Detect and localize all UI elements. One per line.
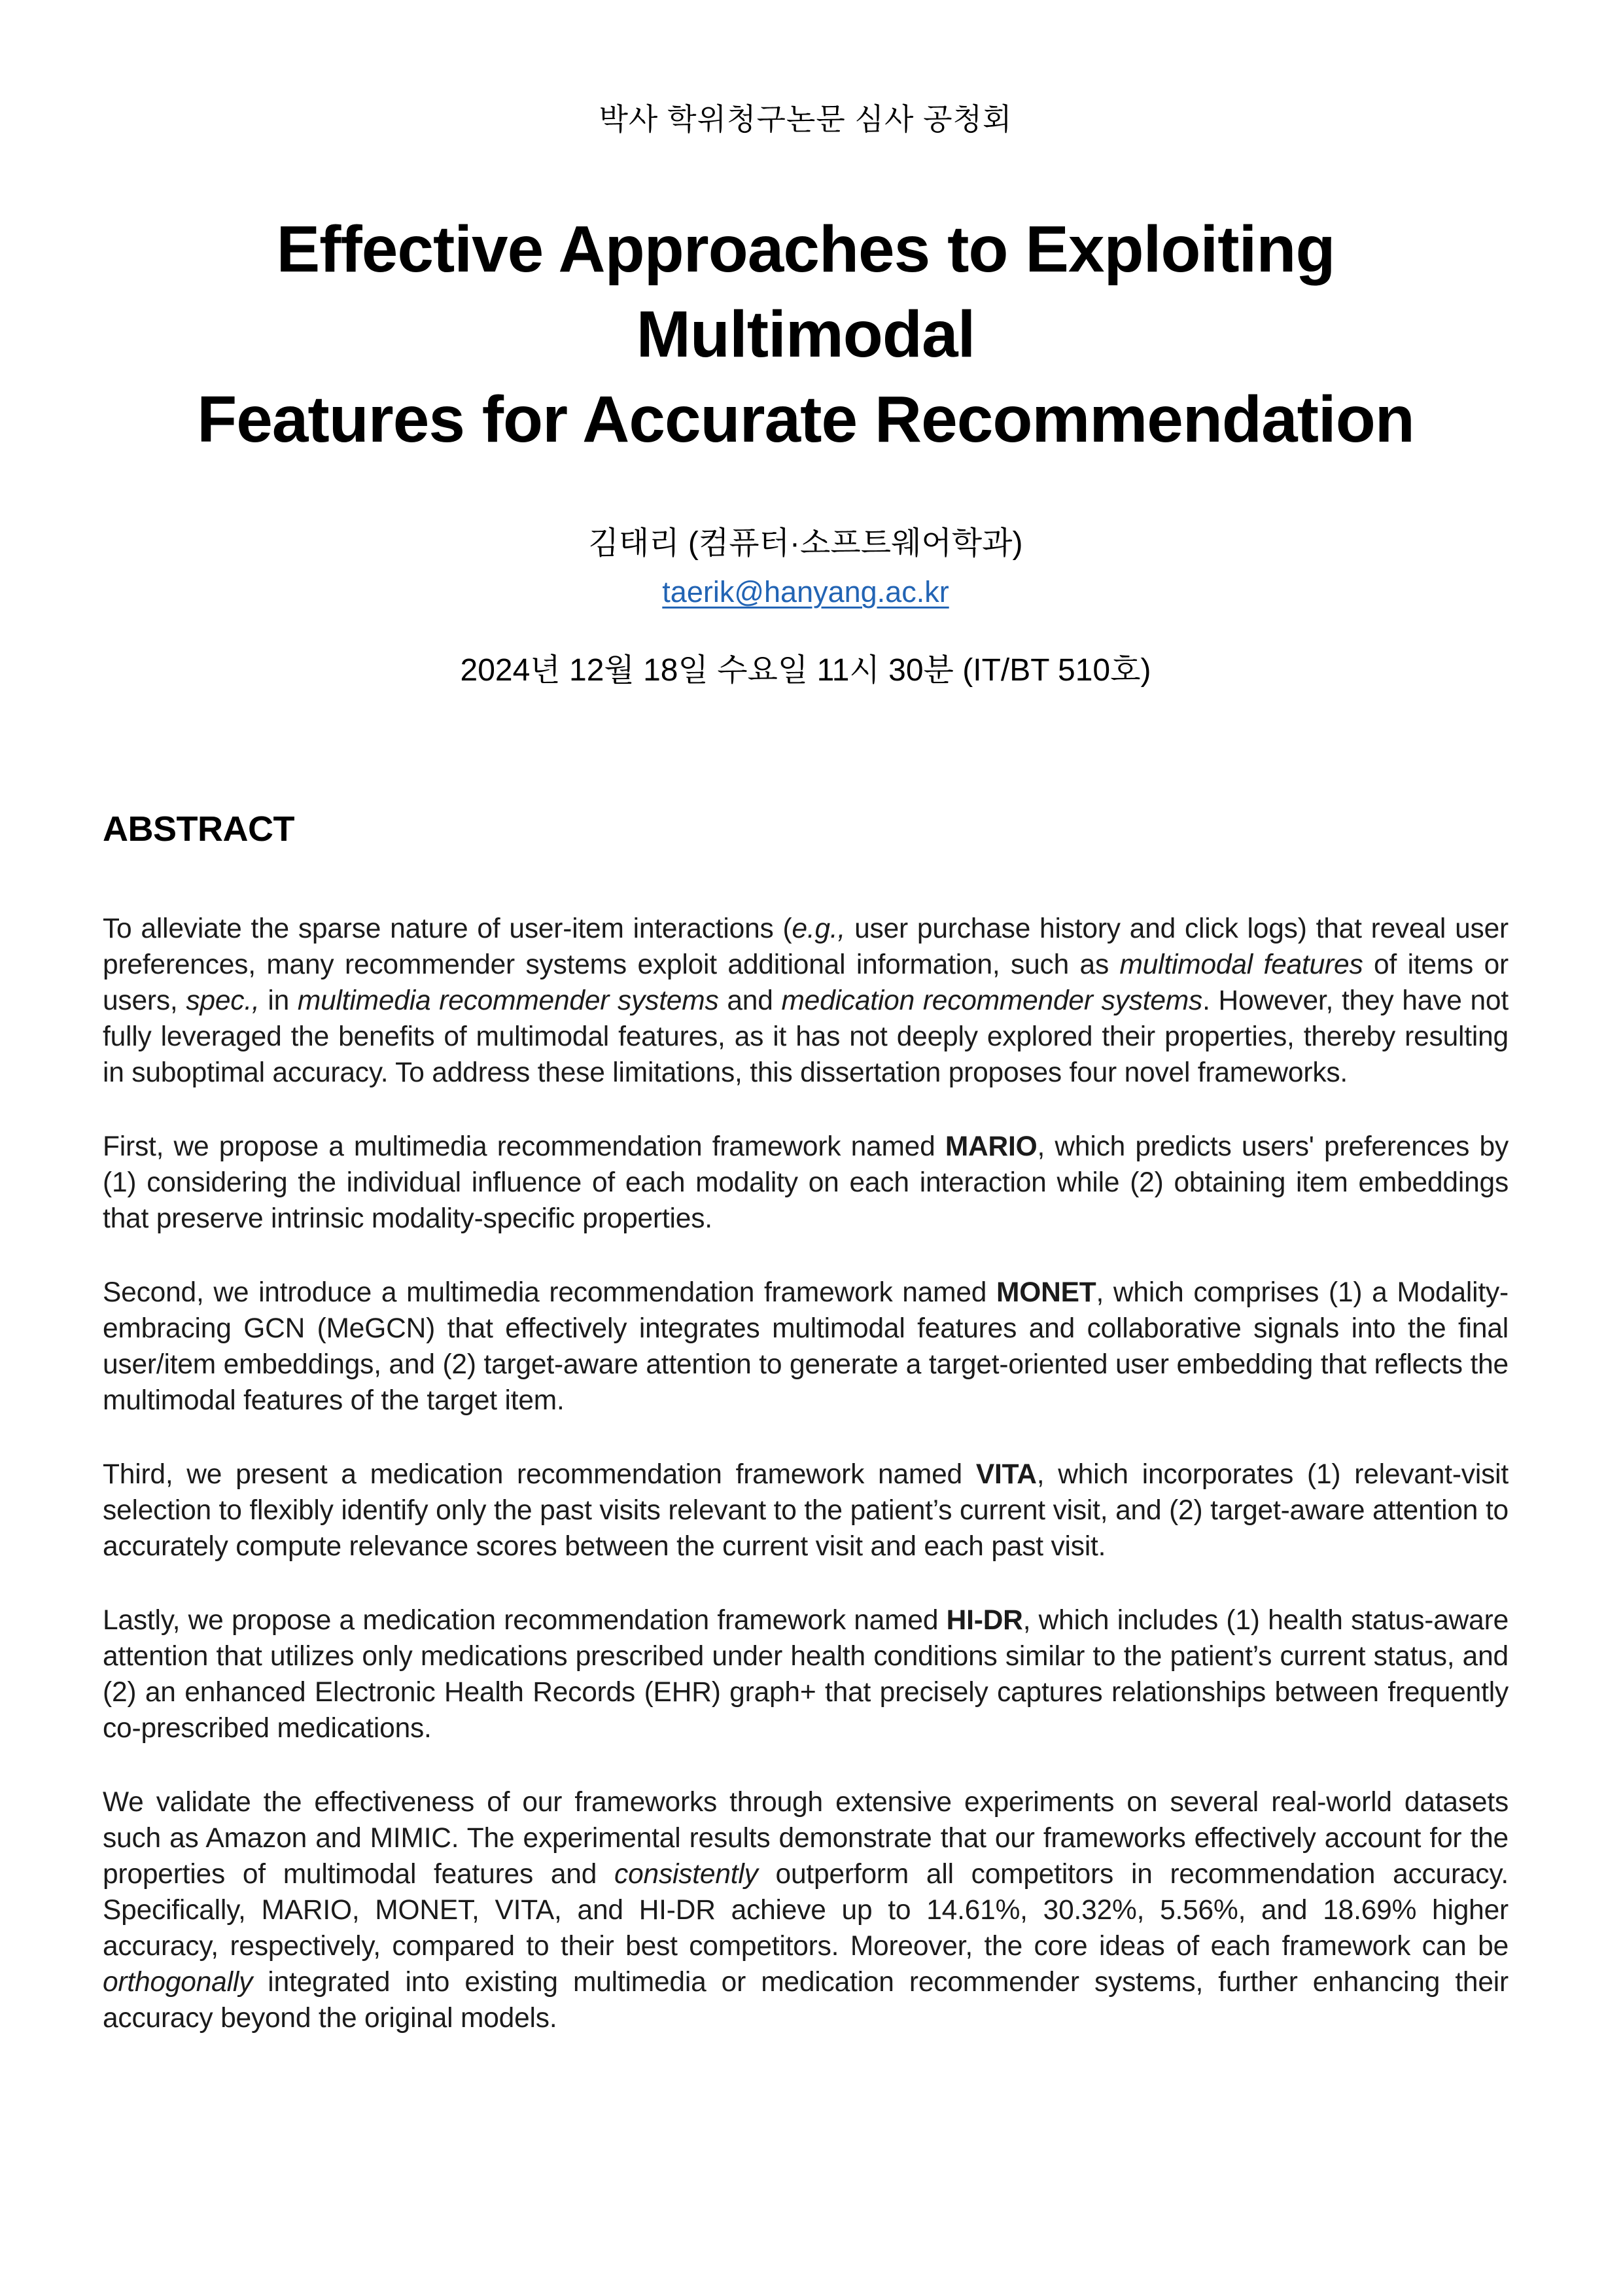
bold-text-run: HI-DR [946,1605,1023,1636]
event-datetime: 2024년 12월 18일 수요일 11시 30분 (IT/BT 510호) [460,653,1151,688]
abstract-paragraph-1 [103,911,1509,1091]
event-type-header: 박사 학위청구논문 심사 공청회 [599,102,1013,136]
italic-text-run: orthogonally [103,1967,253,1998]
email-link[interactable]: taerik@hanyang.ac.kr [662,575,949,609]
abstract-paragraph-5 [103,1602,1509,1746]
abstract-paragraph-6 [103,1784,1509,2036]
text-run: . However, they have not fully leveraged the benefits of multimodal features, as it has not deeply explored their properties, thereby resulting in suboptimal accuracy. To address these limitations, this dissertation proposes four novel frameworks. [103,985,1509,1088]
bold-text-run: MARIO [945,1131,1038,1162]
text-run: of items or users, [103,949,1509,1016]
document-title [103,207,1509,462]
text-run: , which comprises (1) a Modality-embracing GCN (MeGCN) that effectively integrates multimodal features and collaborative signals into the final user/item embeddings, and (2) target-aware attention to generate a target-oriented user embedding that reflects the multimodal features of the target item. [103,1277,1509,1416]
italic-text-run: e.g., [792,913,846,944]
text-run: and [718,985,782,1016]
abstract-paragraph-3 [103,1275,1509,1419]
text-run: user purchase history and click logs) that reveal user preferences, many recommender systems exploit additional information, such as [103,913,1509,980]
italic-text-run: consistently [614,1859,758,1890]
author-line: 김태리 (컴퓨터·소프트웨어학과) [588,526,1023,561]
text-run: , which incorporates (1) relevant-visit selection to flexibly identify only the past visits relevant to the patient’s current visit, and (2) target-aware attention to accurately compute relevance scores between the current visit and each past visit. [103,1459,1509,1562]
italic-text-run: multimodal features [1119,949,1363,980]
text-run: Lastly, we propose a medication recommendation framework named [103,1605,947,1636]
bold-text-run: VITA [975,1459,1037,1490]
text-run: in [259,985,298,1016]
email-line [103,573,1509,611]
document-title-line2: Features for Accurate Recommendation [197,383,1414,456]
text-run: First, we propose a multimedia recommendation framework named [103,1131,945,1162]
text-run: To alleviate the sparse nature of user-item interactions ( [103,913,792,944]
document-title-line1: Effective Approaches to Exploiting Multimodal [276,213,1335,371]
text-run: integrated into existing multimedia or medication recommender systems, further enhancing their accuracy beyond the original models. [103,1967,1509,2034]
text-run: outperform all competitors in recommendation accuracy. Specifically, MARIO, MONET, VITA, and HI-DR achieve up to 14.61%, 30.32%, 5.56%, and 18.69% higher accuracy, respectively, compared to their best competitors. Moreover, the core ideas of each framework can be [103,1859,1509,1962]
text-run: Third, we present a medication recommendation framework named [103,1459,976,1490]
text-run: , which includes (1) health status-aware attention that utilizes only medications prescribed under health conditions similar to the patient’s current status, and (2) an enhanced Electronic Health Records (EHR) graph+ that precisely captures relationships between frequently co-prescribed medications. [103,1605,1509,1744]
text-run: We validate the effectiveness of our frameworks through extensive experiments on several real-world datasets such as Amazon and MIMIC. The experimental results demonstrate that our frameworks effectively account for the properties of multimodal features and [103,1787,1509,1890]
abstract-heading: ABSTRACT [103,809,294,849]
abstract-paragraph-2 [103,1129,1509,1237]
bold-text-run: MONET [996,1277,1096,1308]
text-run: Second, we introduce a multimedia recommendation framework named [103,1277,997,1308]
italic-text-run: multimedia recommender systems [297,985,719,1016]
text-run: , which predicts users' preferences by (1) considering the individual influence of each modality on each interaction while (2) obtaining item embeddings that preserve intrinsic modality-specific properties. [103,1131,1509,1234]
abstract-paragraph-4 [103,1457,1509,1564]
italic-text-run: spec., [186,985,260,1016]
italic-text-run: medication recommender systems [781,985,1203,1016]
